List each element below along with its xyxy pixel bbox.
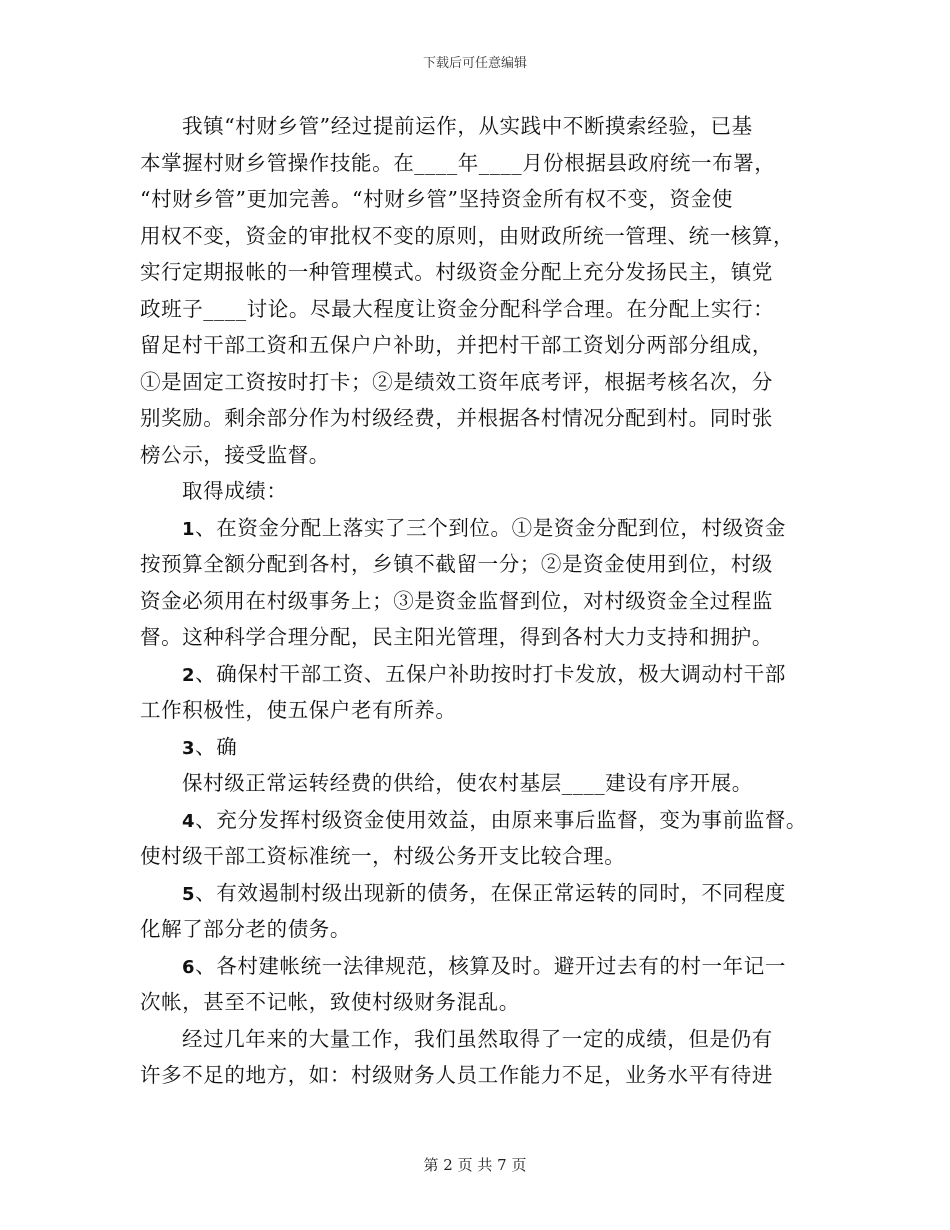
paragraph-line: 督。这种科学合理分配，民主阳光管理，得到各村大力支持和拥护。 [140,625,773,649]
list-text: 、有效遏制村级出现新的债务，在保正常运转的同时，不同程度 [195,880,786,905]
list-number: 1 [182,518,196,540]
list-text: 、充分发挥村级资金使用效益，由原来事后监督，变为事前监督。 [195,807,808,832]
paragraph-line: 政班子____讨论。尽最大程度让资金分配科学合理。在分配上实行： [140,296,775,321]
list-item [140,948,820,985]
section-heading: 取得成绩： [182,479,288,503]
paragraph-line: 实行定期报帐的一种管理模式。村级资金分配上充分发扬民主，镇党 [140,260,773,284]
document-body [140,108,820,1094]
paragraph-line: 经过几年来的大量工作，我们虽然取得了一定的成绩，但是仍有 [182,1026,773,1051]
list-item [140,802,820,839]
list-item [140,875,820,912]
list-text: 、在资金分配上落实了三个到位。①是资金分配到位，村级资金 [195,515,786,540]
paragraph-line: 次帐，甚至不记帐，致使村级财务混乱。 [140,990,520,1014]
paragraph-line: 化解了部分老的债务。 [140,917,351,941]
list-item [140,656,820,693]
paragraph-line: 使村级干部工资标准统一，村级公务开支比较合理。 [140,844,626,868]
paragraph-line: 保村级正常运转经费的供给，使农村基层____建设有序开展。 [182,771,753,795]
list-text: 、确保村干部工资、五保户补助按时打卡发放，极大调动村干部 [195,661,786,686]
list-text: 、各村建帐统一法律规范，核算及时。避开过去有的村一年记一 [195,953,786,978]
paragraph-line: 按预算全额分配到各村，乡镇不截留一分；②是资金使用到位，村级 [140,552,773,576]
paragraph-line: 工作积极性，使五保户老有所养。 [140,698,457,722]
list-number: 5 [182,883,196,905]
paragraph-line: 别奖励。剩余部分作为村级经费，并根据各村情况分配到村。同时张 [140,406,773,430]
paragraph-line: 用权不变，资金的审批权不变的原则，由财政所统一管理、统一核算， [140,223,795,248]
list-number: 4 [182,810,196,832]
list-number: 2 [182,664,196,686]
paragraph-line: 本掌握村财乡管操作技能。在____年____月份根据县政府统一布署， [140,150,776,175]
list-number: 3 [182,737,196,759]
paragraph-line: “村财乡管”更加完善。“村财乡管”坚持资金所有权不变，资金使 [140,187,733,211]
page-header: 下载后可任意编辑 [422,56,527,71]
page-footer: 第 2 页 共 7 页 [423,1156,527,1174]
list-item [140,510,820,547]
paragraph-line: 留足村干部工资和五保户户补助，并把村干部工资划分两部分组成， [140,333,773,357]
list-item [140,729,820,766]
paragraph-line: 榜公示，接受监督。 [140,442,330,467]
list-number: 6 [182,956,196,978]
paragraph-line: 许多不足的地方，如：村级财务人员工作能力不足，业务水平有待进 [140,1063,773,1087]
paragraph-line: ①是固定工资按时打卡；②是绩效工资年底考评，根据考核名次，分 [140,369,773,394]
paragraph-line: 资金必须用在村级事务上；③是资金监督到位，对村级资金全过程监 [140,588,773,613]
paragraph-line: 我镇“村财乡管”经过提前运作，从实践中不断摸索经验，已基 [182,114,753,138]
list-text: 、确 [195,734,238,759]
